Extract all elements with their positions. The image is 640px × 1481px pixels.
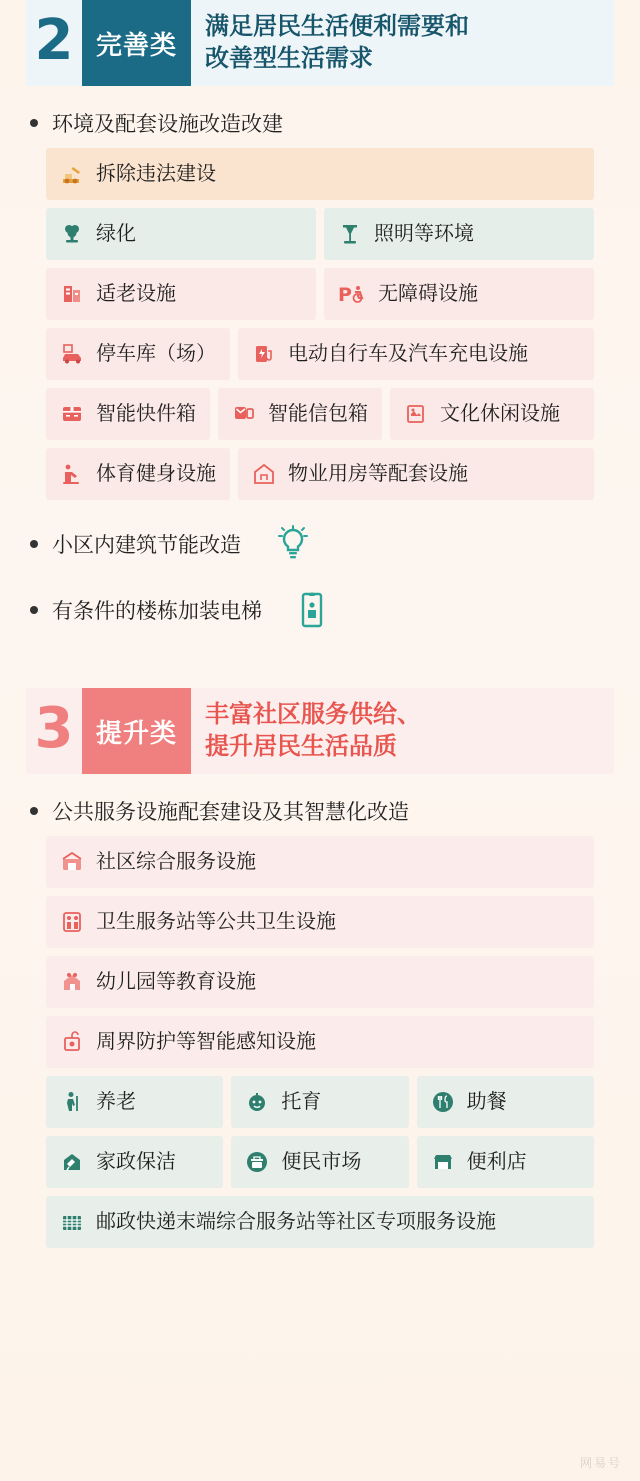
bullet-label: 公共服务设施配套建设及其智慧化改造: [52, 801, 409, 824]
bullet-label: 环境及配套设施改造改建: [52, 113, 283, 136]
section-3-title-line-1: 丰富社区服务供给、: [205, 700, 422, 728]
chip-label: 智能快件箱: [96, 403, 196, 425]
culture-icon: [404, 402, 430, 426]
chip-label: 适老设施: [96, 283, 176, 305]
bullet-dot-icon: [30, 606, 38, 614]
chip-label: 便利店: [466, 1151, 527, 1173]
perimeter-security-icon: [60, 1030, 86, 1054]
chip-lighting-env[interactable]: [324, 208, 594, 260]
chip-label: 智能信包箱: [268, 403, 368, 425]
chip-kindergarten[interactable]: [46, 956, 594, 1008]
chip-row: [46, 1196, 594, 1248]
watermark: 网易号: [579, 1456, 622, 1470]
section-3-number: 3: [34, 696, 74, 761]
section-3-tag: 提升类: [82, 688, 191, 774]
meal-icon: [431, 1090, 457, 1114]
fitness-icon: [60, 462, 86, 486]
bullet-elevator-retrofit: [30, 588, 640, 632]
chip-label: 卫生服务站等公共卫生设施: [96, 911, 336, 933]
convenience-store-icon: [431, 1150, 457, 1174]
chip-label: 社区综合服务设施: [96, 851, 256, 873]
bullet-label: 小区内建筑节能改造: [52, 534, 241, 557]
section-2-chip-rows: [46, 148, 594, 500]
chip-postal-express[interactable]: [46, 1196, 594, 1248]
tree-icon: [60, 222, 86, 246]
chip-label: 家政保洁: [96, 1151, 176, 1173]
section-2-title: [191, 0, 614, 86]
chip-label: 便民市场: [281, 1151, 362, 1173]
chip-smart-mailbox[interactable]: [218, 388, 382, 440]
bullet-dot-icon: [30, 119, 38, 127]
chip-row: [46, 208, 594, 260]
market-icon: [245, 1150, 271, 1174]
chip-label: 托育: [281, 1091, 322, 1113]
section-2-header: [26, 0, 614, 86]
chip-label: 物业用房等配套设施: [288, 463, 468, 485]
chip-ev-charging[interactable]: [238, 328, 594, 380]
chip-row: [46, 1016, 594, 1068]
chip-demolish-illegal[interactable]: [46, 148, 594, 200]
section-2-number: 2: [34, 8, 74, 73]
bullet-dot-icon: [30, 540, 38, 548]
chip-perimeter-security[interactable]: [46, 1016, 594, 1068]
section-3-title: [191, 688, 614, 774]
property-house-icon: [252, 462, 278, 486]
community-service-icon: [60, 850, 86, 874]
chip-community-service[interactable]: [46, 836, 594, 888]
streetlight-icon: [338, 222, 364, 246]
section-2-title-line-1: 满足居民生活便利需要和: [205, 12, 470, 40]
chip-convenience-market[interactable]: [231, 1136, 408, 1188]
chip-elderly-facility[interactable]: [46, 268, 316, 320]
chip-label: 停车库（场）: [96, 343, 216, 365]
health-station-icon: [60, 910, 86, 934]
elevator-icon: [292, 588, 332, 632]
bullet-public-service-facility: [30, 796, 640, 826]
chip-label: 文化休闲设施: [440, 403, 560, 425]
chip-meal-assistance[interactable]: [417, 1076, 594, 1128]
chip-sports-fitness[interactable]: [46, 448, 230, 500]
housekeeping-icon: [60, 1150, 86, 1174]
chip-label: 幼儿园等教育设施: [96, 971, 256, 993]
chip-childcare[interactable]: [231, 1076, 408, 1128]
chip-label: 电动自行车及汽车充电设施: [288, 343, 528, 365]
chip-label: 无障碍设施: [378, 283, 478, 305]
chip-row: [46, 896, 594, 948]
chip-label: 拆除违法建设: [96, 163, 216, 185]
chip-row: [46, 148, 594, 200]
section-2-title-line-2: 改善型生活需求: [205, 45, 374, 72]
chip-smart-parcel-locker[interactable]: [46, 388, 210, 440]
elderly-building-icon: [60, 282, 86, 306]
chip-accessibility-facility[interactable]: [324, 268, 594, 320]
parcel-locker-icon: [60, 402, 86, 426]
accessible-parking-icon: [338, 282, 368, 306]
car-icon: [60, 342, 86, 366]
chip-row: [46, 448, 594, 500]
elderly-care-icon: [60, 1090, 86, 1114]
chip-row: [46, 956, 594, 1008]
chip-row: [46, 388, 594, 440]
chip-label: 体育健身设施: [96, 463, 216, 485]
kindergarten-icon: [60, 970, 86, 994]
chip-label: 照明等环境: [374, 223, 474, 245]
childcare-icon: [245, 1090, 271, 1114]
chip-property-house[interactable]: [238, 448, 594, 500]
chip-row: [46, 268, 594, 320]
chip-row: [46, 328, 594, 380]
postal-icon: [60, 1210, 86, 1234]
chip-culture-leisure[interactable]: [390, 388, 594, 440]
chip-label: 周界防护等智能感知设施: [96, 1031, 316, 1053]
chip-label: 助餐: [466, 1091, 507, 1113]
chip-housekeeping[interactable]: [46, 1136, 223, 1188]
chip-row: [46, 836, 594, 888]
bullet-label: 有条件的楼栋加装电梯: [52, 600, 262, 623]
section-3-chip-rows: [46, 836, 594, 1248]
chip-convenience-store[interactable]: [417, 1136, 594, 1188]
section-2-tag: 完善类: [82, 0, 191, 86]
chip-label: 养老: [96, 1091, 136, 1113]
mailbox-icon: [232, 402, 258, 426]
bullet-env-facility: [30, 108, 640, 138]
chip-label: 邮政快递末端综合服务站等社区专项服务设施: [96, 1211, 496, 1233]
chip-greening[interactable]: [46, 208, 316, 260]
section-3-header: [26, 688, 614, 774]
bullet-dot-icon: [30, 807, 38, 815]
chip-parking-garage[interactable]: [46, 328, 230, 380]
charging-icon: [252, 342, 278, 366]
chip-elderly-care[interactable]: [46, 1076, 223, 1128]
chip-label: 绿化: [96, 223, 136, 245]
excavator-icon: [60, 162, 86, 186]
section-3-title-line-2: 提升居民生活品质: [205, 733, 398, 760]
bullet-building-energy-saving: [30, 522, 640, 566]
chip-health-station[interactable]: [46, 896, 594, 948]
lightbulb-icon: [271, 522, 315, 566]
svg-text:P: P: [338, 284, 352, 306]
chip-row: [46, 1136, 594, 1188]
chip-row: [46, 1076, 594, 1128]
